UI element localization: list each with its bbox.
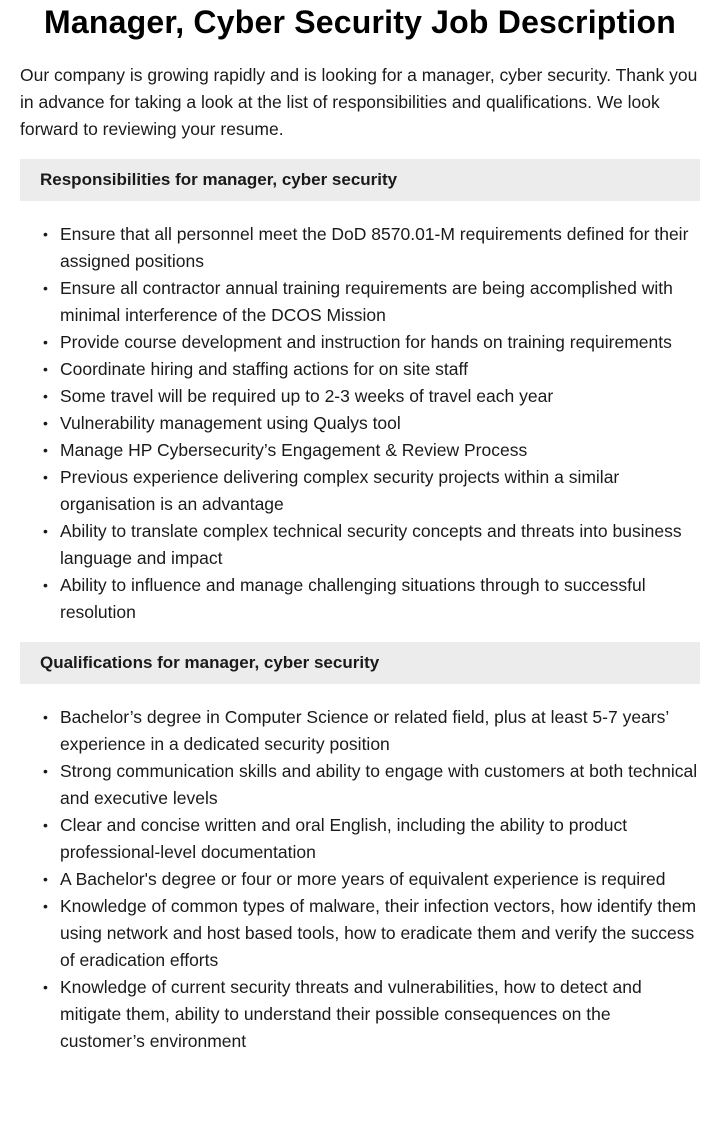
list-item: • Bachelor’s degree in Computer Science or related field, plus at least 5-7 years’ experience in a dedicated security position (60, 704, 700, 758)
bullet-icon: • (43, 442, 48, 458)
list-item: • Coordinate hiring and staffing actions for on site staff (60, 356, 700, 383)
list-item: • A Bachelor's degree or four or more years of equivalent experience is required (60, 866, 700, 893)
qualifications-list (20, 704, 700, 1055)
bullet-icon: • (43, 577, 48, 593)
list-item: • Ability to influence and manage challenging situations through to successful resolution (60, 572, 700, 626)
qualifications-heading: Qualifications for manager, cyber security (20, 642, 700, 684)
bullet-icon: • (43, 415, 48, 431)
list-item: • Some travel will be required up to 2-3 weeks of travel each year (60, 383, 700, 410)
list-item: • Manage HP Cybersecurity’s Engagement & Review Process (60, 437, 700, 464)
bullet-icon: • (43, 898, 48, 914)
list-item: • Ability to translate complex technical security concepts and threats into business language and impact (60, 518, 700, 572)
bullet-icon: • (43, 280, 48, 296)
list-item: • Knowledge of common types of malware, their infection vectors, how identify them using network and host based tools, how to eradicate them and verify the success of eradication efforts (60, 893, 700, 974)
list-item: • Provide course development and instruction for hands on training requirements (60, 329, 700, 356)
list-item: • Strong communication skills and ability to engage with customers at both technical and executive levels (60, 758, 700, 812)
bullet-icon: • (43, 334, 48, 350)
list-item: • Ensure all contractor annual training requirements are being accomplished with minimal interference of the DCOS Mission (60, 275, 700, 329)
page-title: Manager, Cyber Security Job Description (44, 4, 676, 40)
bullet-icon: • (43, 226, 48, 242)
bullet-icon: • (43, 361, 48, 377)
bullet-icon: • (43, 709, 48, 725)
bullet-icon: • (43, 469, 48, 485)
bullet-icon: • (43, 979, 48, 995)
bullet-icon: • (43, 871, 48, 887)
list-item: • Clear and concise written and oral English, including the ability to product professional-level documentation (60, 812, 700, 866)
list-item: • Previous experience delivering complex security projects within a similar organisation is an advantage (60, 464, 700, 518)
intro-paragraph: Our company is growing rapidly and is looking for a manager, cyber security. Thank you in advance for taking a look at the list of responsibilities and qualifications. We look forward to reviewing your resume. (20, 65, 698, 139)
list-item: • Ensure that all personnel meet the DoD 8570.01-M requirements defined for their assigned positions (60, 221, 700, 275)
bullet-icon: • (43, 763, 48, 779)
bullet-icon: • (43, 817, 48, 833)
responsibilities-heading: Responsibilities for manager, cyber security (20, 159, 700, 201)
list-item: • Vulnerability management using Qualys tool (60, 410, 700, 437)
bullet-icon: • (43, 523, 48, 539)
responsibilities-list (20, 221, 700, 626)
list-item: • Knowledge of current security threats and vulnerabilities, how to detect and mitigate them, ability to understand their possible consequences on the customer’s environment (60, 974, 700, 1055)
bullet-icon: • (43, 388, 48, 404)
